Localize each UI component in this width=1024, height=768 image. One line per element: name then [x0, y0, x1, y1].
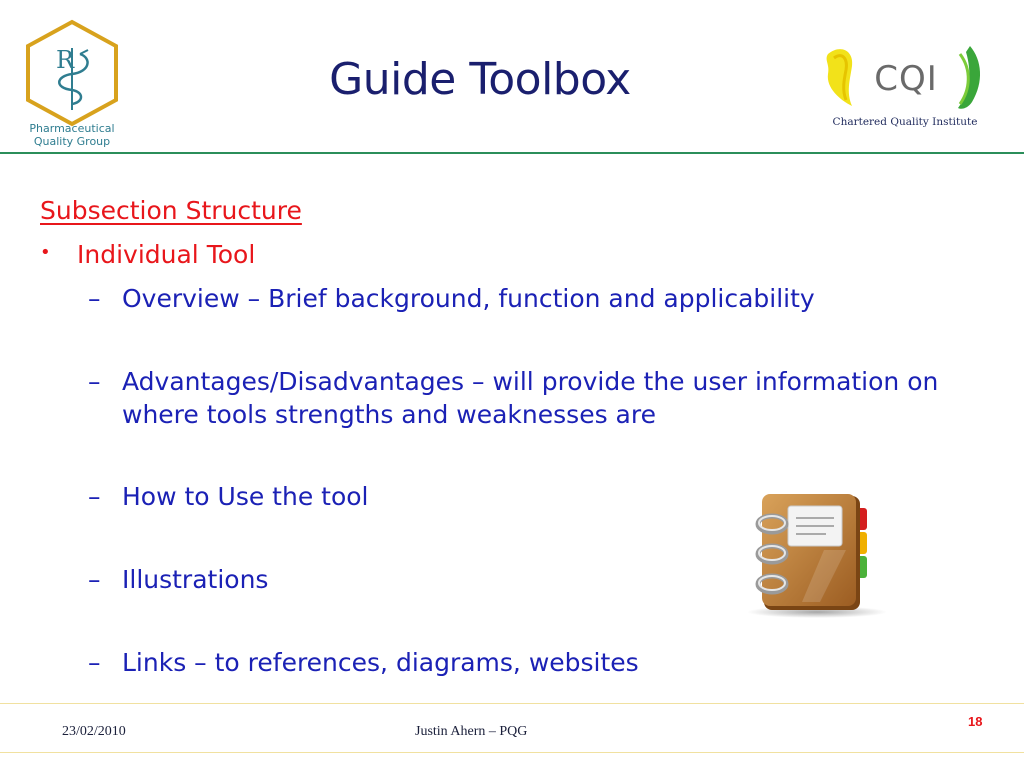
- sub-item-advantages: [88, 365, 998, 431]
- pqg-monogram: R: [55, 46, 75, 74]
- footer-author: Justin Ahern – PQG: [415, 724, 528, 739]
- footer-bottom-divider: [0, 752, 1024, 753]
- cqi-logo: [822, 44, 988, 114]
- notebook-icon: [742, 490, 892, 618]
- dash-marker: –: [88, 482, 101, 511]
- sub-item-text: How to Use the tool: [122, 482, 369, 511]
- sub-item-text: Links – to references, diagrams, websites: [122, 648, 639, 677]
- page-number: 18: [968, 714, 983, 729]
- footer-date: 23/02/2010: [62, 724, 126, 739]
- pqg-logo-line1: Pharmaceutical: [29, 122, 115, 135]
- dash-marker: –: [88, 284, 101, 313]
- sub-item-text: Overview – Brief background, function and applicability: [122, 284, 815, 313]
- sub-item-text: Illustrations: [122, 565, 269, 594]
- dash-marker: –: [88, 367, 101, 396]
- footer-divider: [0, 703, 1024, 704]
- sub-item-links: [88, 646, 1008, 679]
- bullet-symbol: •: [40, 242, 51, 263]
- subsection-heading: Subsection Structure: [40, 196, 302, 225]
- cqi-caption: Chartered Quality Institute: [832, 116, 978, 128]
- dash-marker: –: [88, 648, 101, 677]
- cqi-wordmark: CQI: [874, 59, 938, 99]
- sub-item-overview: [88, 282, 1008, 315]
- pqg-logo-line2: Quality Group: [33, 135, 111, 148]
- slide-title: Guide Toolbox: [329, 54, 631, 105]
- pqg-logo-text: [12, 122, 132, 148]
- sub-item-text: Advantages/Disadvantages – will provide the user information on where tools strengths and weaknesses are: [122, 367, 939, 429]
- header-divider: [0, 152, 1024, 154]
- bullet-individual-tool: Individual Tool: [77, 240, 256, 269]
- dash-marker: –: [88, 565, 101, 594]
